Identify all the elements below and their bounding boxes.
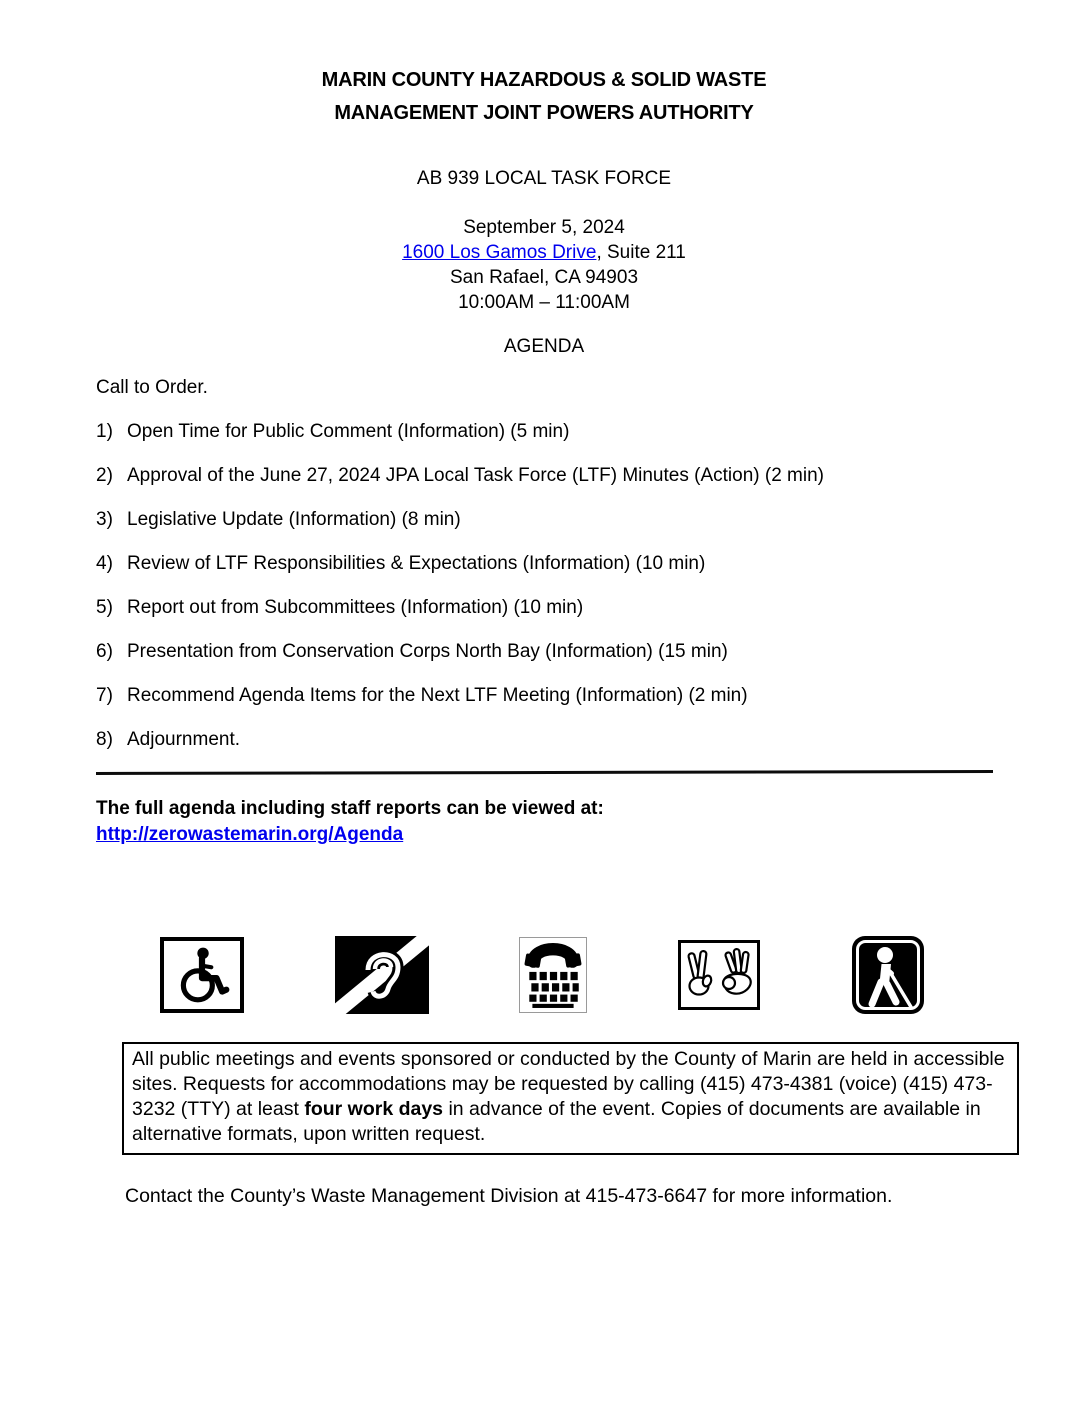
agenda-item-text: Legislative Update (Information) (8 min) — [127, 509, 461, 530]
address-link[interactable]: 1600 Los Gamos Drive — [402, 242, 597, 263]
contact-info: Contact the County’s Waste Management Division at 415-473-6647 for more information. — [125, 1185, 893, 1207]
agenda-item-number: 7) — [96, 685, 113, 706]
meeting-info — [0, 215, 1088, 315]
agenda-item-number: 5) — [96, 597, 113, 618]
agenda-item-3 — [96, 507, 994, 533]
meeting-date: September 5, 2024 — [463, 217, 625, 238]
meeting-city-state-zip: San Rafael, CA 94903 — [449, 267, 639, 288]
agenda-item-number: 4) — [96, 553, 113, 574]
agenda-item-1 — [96, 419, 994, 445]
agenda-heading: AGENDA — [503, 336, 585, 357]
agenda-item-text: Report out from Subcommittees (Information) (10 min) — [127, 597, 584, 618]
tty-icon — [519, 937, 587, 1013]
agenda-item-6 — [96, 639, 994, 665]
accessibility-icons-row — [160, 932, 926, 1018]
agenda-list — [96, 419, 994, 753]
agenda-body — [0, 375, 1088, 753]
document-subtitle: AB 939 LOCAL TASK FORCE — [416, 168, 672, 189]
meeting-time: 10:00AM – 11:00AM — [458, 292, 630, 313]
agenda-item-number: 6) — [96, 641, 113, 662]
notice-text-before: All public meetings and events sponsored or conducted by the County of Marin are held in accessible sites. Requests for accommodations may be requested by calling (415) 473-4381 (voice) (415) 473-3232 (TTY) at least — [132, 1048, 1005, 1120]
agenda-item-number: 1) — [96, 421, 113, 442]
wheelchair-access-icon — [160, 937, 244, 1013]
agenda-item-number: 2) — [96, 465, 113, 486]
agenda-item-text: Approval of the June 27, 2024 JPA Local Task Force (LTF) Minutes (Action) (2 min) — [127, 465, 824, 486]
agenda-item-text: Adjournment. — [127, 729, 241, 750]
full-agenda-link[interactable]: http://zerowastemarin.org/Agenda — [96, 824, 404, 845]
call-to-order: Call to Order. — [96, 377, 208, 398]
agenda-item-number: 8) — [96, 729, 113, 750]
agenda-item-7 — [96, 683, 994, 709]
sign-language-icon — [678, 940, 760, 1010]
agenda-item-5 — [96, 595, 994, 621]
agenda-item-text: Review of LTF Responsibilities & Expectations (Information) (10 min) — [127, 553, 706, 574]
accessibility-notice-box — [122, 1042, 1019, 1155]
address-suffix: , Suite 211 — [596, 242, 686, 263]
agenda-item-2 — [96, 463, 994, 489]
agenda-item-4 — [96, 551, 994, 577]
agenda-item-8 — [96, 727, 994, 753]
agenda-item-text: Recommend Agenda Items for the Next LTF Meeting (Information) (2 min) — [127, 685, 748, 706]
full-agenda-label: The full agenda including staff reports can be viewed at: — [96, 798, 604, 819]
hearing-accessibility-icon — [335, 936, 429, 1014]
document-title-line1: MARIN COUNTY HAZARDOUS & SOLID WASTE — [321, 69, 767, 91]
document-title — [0, 64, 1088, 130]
divider-rule — [96, 770, 993, 775]
document-title-line2: MANAGEMENT JOINT POWERS AUTHORITY — [334, 102, 754, 124]
notice-text-after: in advance of the event. Copies of documents are available in alternative formats, upon written request. — [132, 1098, 981, 1145]
meeting-address-line — [0, 240, 1088, 265]
blind-access-icon — [850, 934, 926, 1016]
agenda-item-number: 3) — [96, 509, 113, 530]
agenda-item-text: Presentation from Conservation Corps North Bay (Information) (15 min) — [127, 641, 728, 662]
full-agenda-note — [0, 796, 1088, 848]
agenda-item-text: Open Time for Public Comment (Information) (5 min) — [127, 421, 570, 442]
notice-text-bold: four work days — [304, 1098, 444, 1120]
